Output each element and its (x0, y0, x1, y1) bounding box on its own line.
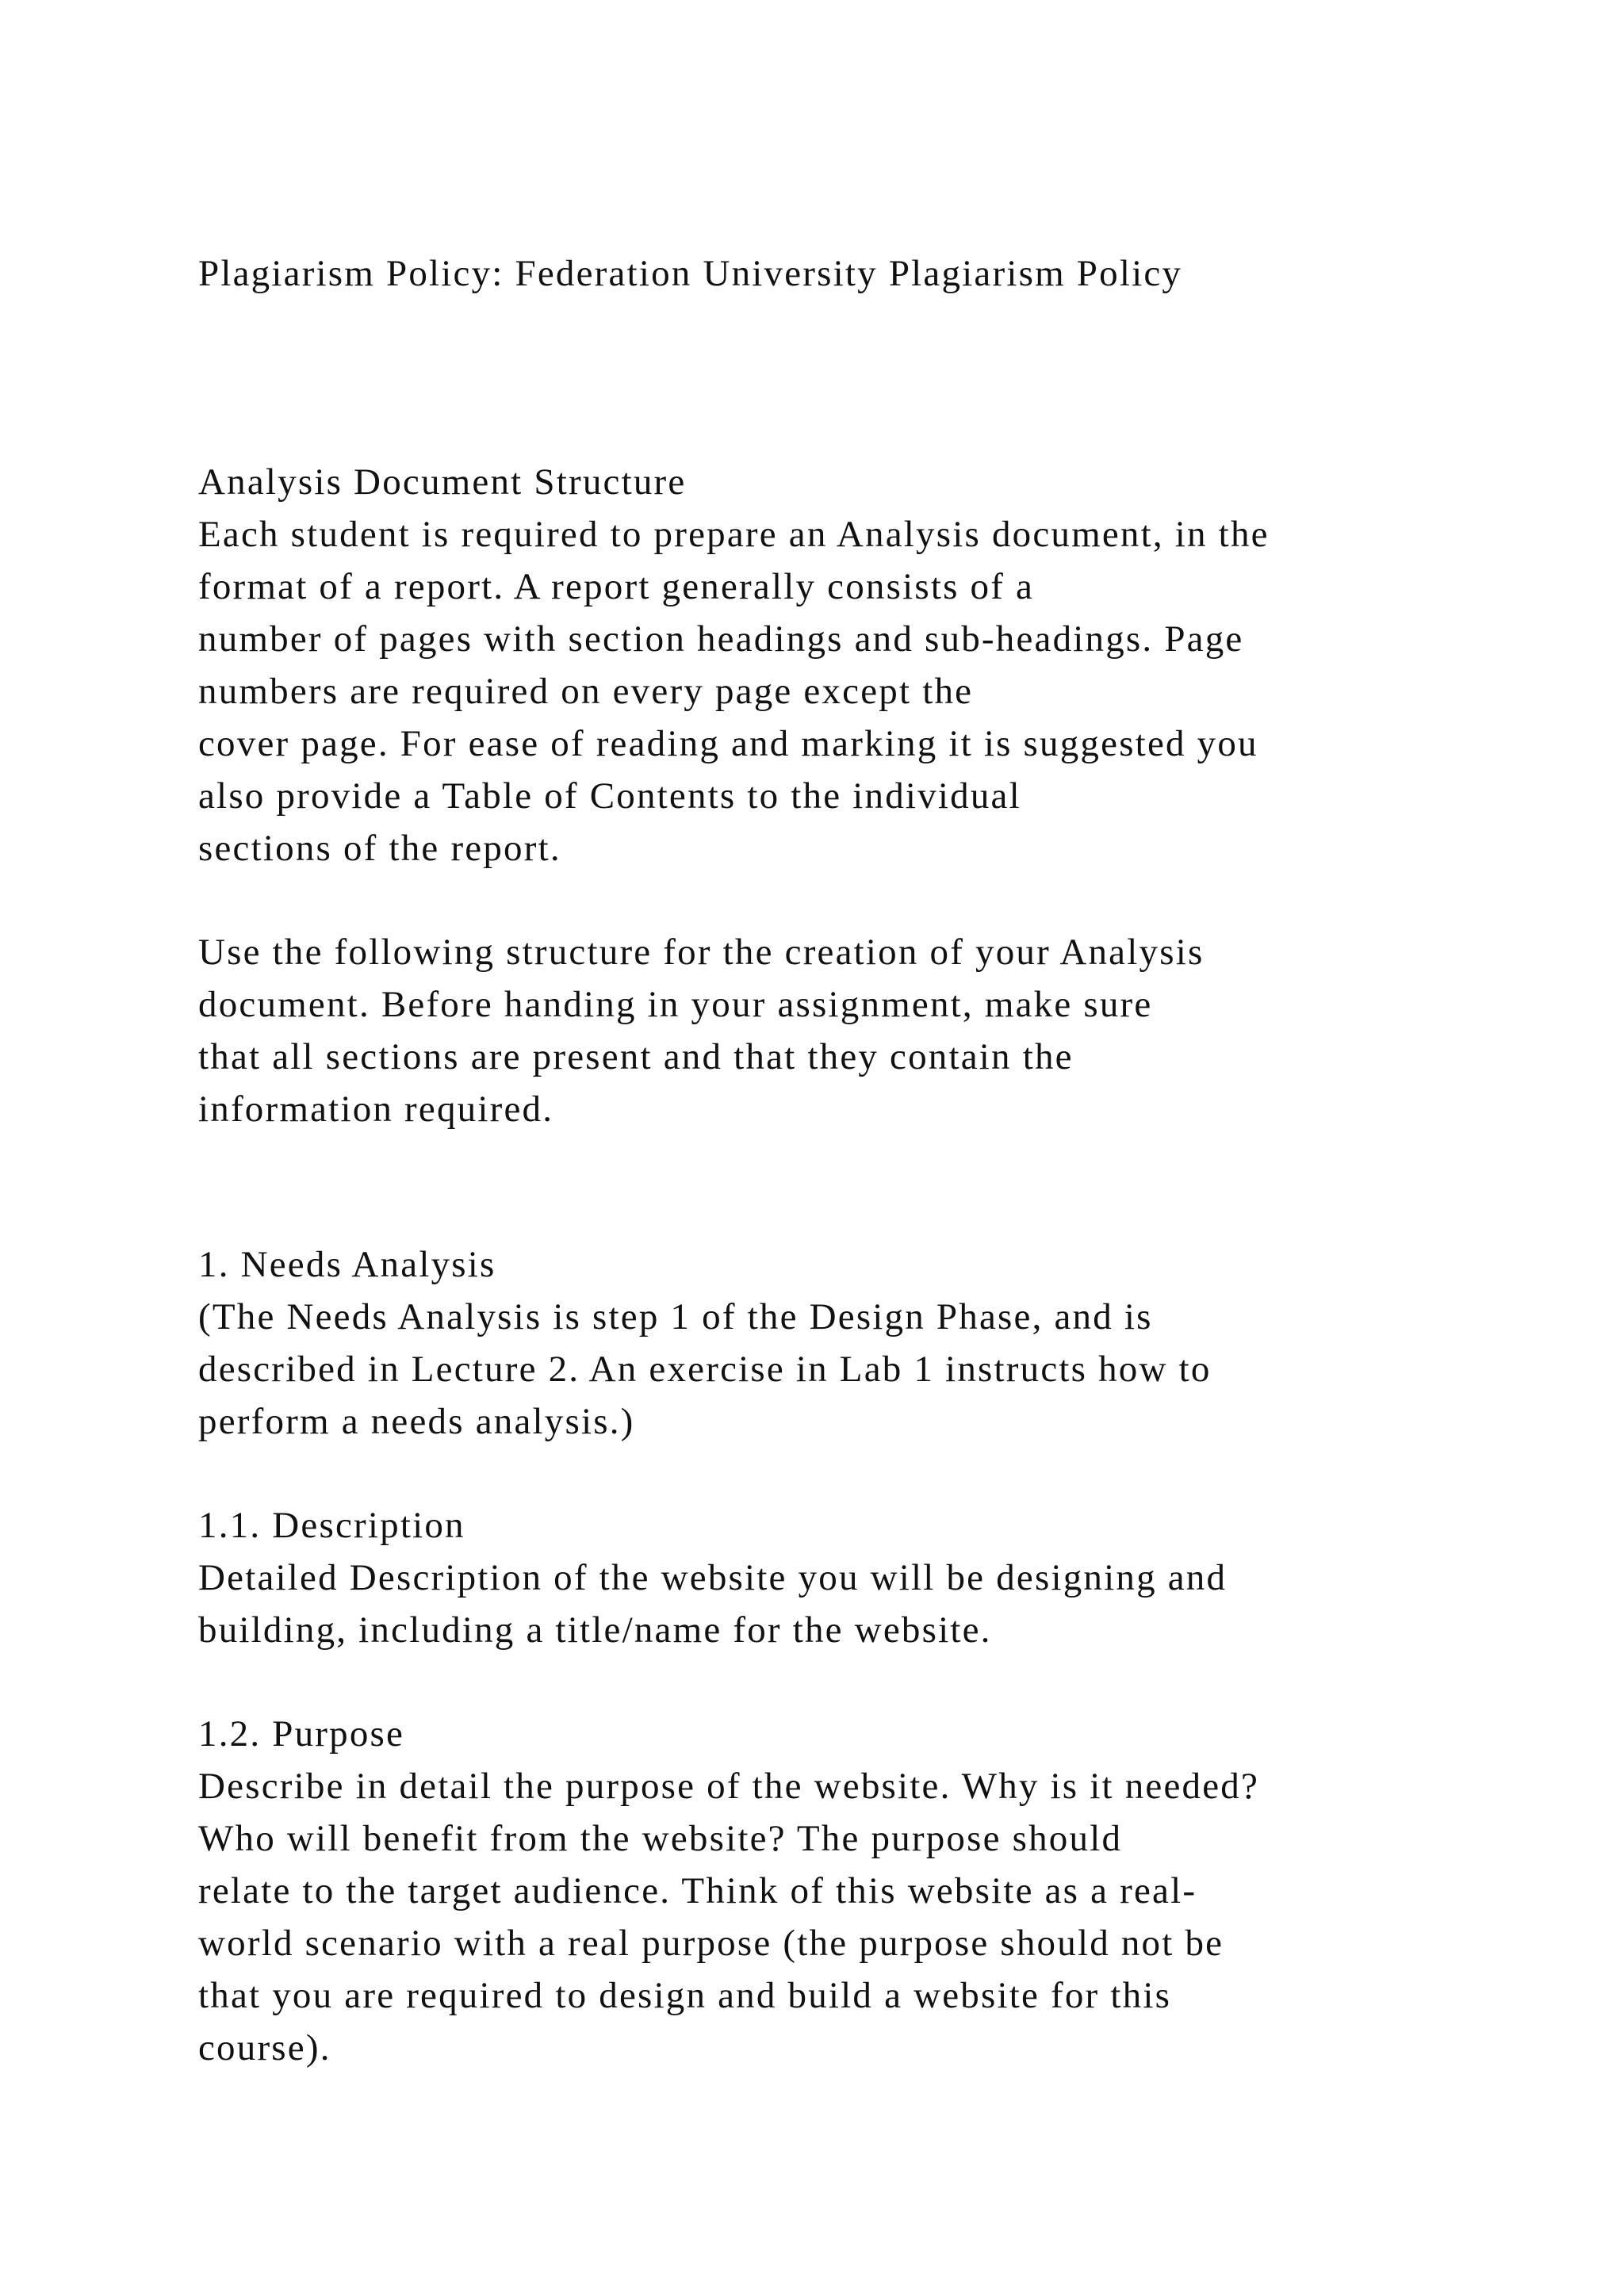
paragraph-line: Who will benefit from the website? The purpose should (198, 1818, 1123, 1859)
paragraph-line: Each student is required to prepare an Analysis document, in the (198, 514, 1270, 555)
paragraph-line: numbers are required on every page except the (198, 671, 974, 712)
paragraph-line: that all sections are present and that they contain the (198, 1036, 1074, 1077)
paragraph-line: document. Before handing in your assignment, make sure (198, 984, 1153, 1025)
paragraph-line: number of pages with section headings and sub-headings. Page (198, 618, 1244, 660)
paragraph-line: world scenario with a real purpose (the purpose should not be (198, 1923, 1224, 1964)
plagiarism-policy-line: Plagiarism Policy: Federation University Plagiarism Policy (198, 253, 1183, 294)
paragraph-line: also provide a Table of Contents to the individual (198, 775, 1021, 817)
paragraph-line: building, including a title/name for the website. (198, 1609, 992, 1651)
paragraph-line: format of a report. A report generally consists of a (198, 566, 1035, 607)
paragraph-line: relate to the target audience. Think of this website as a real- (198, 1870, 1197, 1911)
paragraph-line: Describe in detail the purpose of the website. Why is it needed? (198, 1766, 1260, 1807)
section-heading-needs-analysis: 1. Needs Analysis (198, 1244, 496, 1285)
paragraph-line: information required. (198, 1089, 554, 1130)
paragraph-line: Use the following structure for the creation of your Analysis (198, 932, 1205, 973)
paragraph-line: course). (198, 2027, 331, 2068)
subsection-heading-purpose: 1.2. Purpose (198, 1713, 405, 1755)
paragraph-line: sections of the report. (198, 828, 561, 869)
section-heading-analysis-structure: Analysis Document Structure (198, 461, 687, 503)
paragraph-line: described in Lecture 2. An exercise in Lab 1 instructs how to (198, 1349, 1212, 1390)
paragraph-line: perform a needs analysis.) (198, 1401, 635, 1442)
paragraph-line: (The Needs Analysis is step 1 of the Design Phase, and is (198, 1296, 1153, 1337)
paragraph-line: Detailed Description of the website you will be designing and (198, 1557, 1228, 1598)
paragraph-line: cover page. For ease of reading and marking it is suggested you (198, 723, 1258, 764)
paragraph-line: that you are required to design and build a website for this (198, 1975, 1172, 2016)
subsection-heading-description: 1.1. Description (198, 1505, 465, 1546)
